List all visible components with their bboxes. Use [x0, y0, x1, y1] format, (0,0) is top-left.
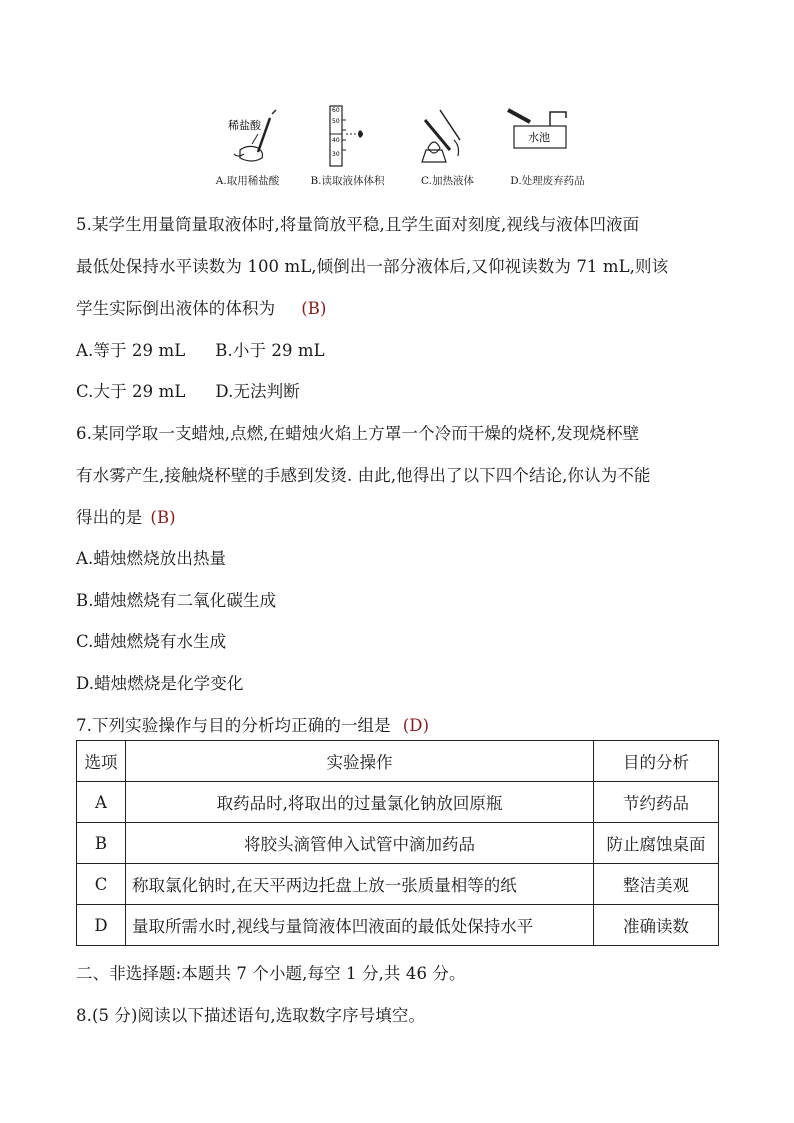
q7-stem-text: 7.下列实验操作与目的分析均正确的一组是 — [76, 716, 391, 735]
q7-table — [76, 740, 719, 946]
row-option: C — [77, 864, 126, 905]
q6-line2: 有水雾产生,接触烧杯壁的手感到发烫. 由此,他得出了以下四个结论,你认为不能 — [76, 466, 651, 485]
header-operation: 实验操作 — [126, 741, 594, 782]
figure-b-caption: B.读取液体体积 — [310, 175, 385, 187]
q5-option-b: B.小于 29 mL — [215, 341, 325, 360]
table-header-row — [77, 741, 719, 782]
figure-d-label: 水池 — [528, 131, 550, 144]
q5-line3 — [76, 295, 327, 319]
sink-disposal-illustration — [500, 100, 595, 170]
table-row — [77, 905, 719, 946]
row-operation: 取药品时,将取出的过量氯化钠放回原瓶 — [126, 782, 594, 823]
figure-c-caption: C.加热液体 — [421, 175, 474, 187]
q6-option-d: D.蜡烛燃烧是化学变化 — [76, 674, 244, 693]
q6-line3-text: 得出的是 — [76, 508, 143, 527]
figure-a-label: 稀盐酸 — [228, 119, 261, 132]
heating-test-tube-illustration — [400, 100, 495, 170]
row-option: A — [77, 782, 126, 823]
q5-options-row1 — [76, 337, 325, 361]
row-purpose: 节约药品 — [594, 782, 719, 823]
figure-b — [300, 100, 395, 192]
q5-option-a: A.等于 29 mL — [76, 341, 186, 360]
hand-pouring-acid-illustration — [200, 100, 295, 170]
svg-text:60: 60 — [332, 107, 340, 114]
q6-option-c: C.蜡烛燃烧有水生成 — [76, 632, 227, 651]
row-purpose: 整洁美观 — [594, 864, 719, 905]
q5-line3-text: 学生实际倒出液体的体积为 — [76, 299, 276, 318]
q5-line2: 最低处保持水平读数为 100 mL,倾倒出一部分液体后,又仰视读数为 71 mL,则该 — [76, 257, 669, 276]
q5-answer: (B) — [301, 299, 327, 318]
apparatus-figures — [200, 100, 600, 192]
q6-answer: (B) — [150, 508, 176, 527]
row-operation: 量取所需水时,视线与量筒液体凹液面的最低处保持水平 — [126, 905, 594, 946]
row-option: D — [77, 905, 126, 946]
q7-stem — [76, 712, 429, 736]
q5-line1: 5.某学生用量筒量取液体时,将量筒放平稳,且学生面对刻度,视线与液体凹液面 — [76, 215, 640, 234]
graduated-cylinder-illustration — [300, 100, 395, 170]
q5-option-c: C.大于 29 mL — [76, 382, 186, 401]
header-purpose: 目的分析 — [594, 741, 719, 782]
figure-d — [500, 100, 595, 192]
q5-options-row2 — [76, 378, 300, 402]
svg-text:30: 30 — [332, 151, 340, 158]
svg-text:50: 50 — [332, 118, 340, 125]
row-purpose: 防止腐蚀桌面 — [594, 823, 719, 864]
q7-answer: (D) — [402, 716, 430, 735]
q6-line1: 6.某同学取一支蜡烛,点燃,在蜡烛火焰上方罩一个冷而干燥的烧杯,发现烧杯壁 — [76, 424, 640, 443]
figure-c — [400, 100, 495, 192]
table-row — [77, 782, 719, 823]
row-operation: 称取氯化钠时,在天平两边托盘上放一张质量相等的纸 — [126, 864, 594, 905]
header-option: 选项 — [77, 741, 126, 782]
q6-option-a: A.蜡烛燃烧放出热量 — [76, 549, 227, 568]
figure-a — [200, 100, 295, 192]
figure-d-caption: D.处理废弃药品 — [510, 175, 585, 187]
row-purpose: 准确读数 — [594, 905, 719, 946]
table-row — [77, 823, 719, 864]
svg-text:40: 40 — [332, 137, 340, 144]
q6-option-b: B.蜡烛燃烧有二氧化碳生成 — [76, 591, 277, 610]
table-row — [77, 864, 719, 905]
row-option: B — [77, 823, 126, 864]
q8-stem: 8.(5 分)阅读以下描述语句,选取数字序号填空。 — [76, 1006, 426, 1025]
figure-a-caption: A.取用稀盐酸 — [215, 175, 280, 187]
section-2-heading: 二、非选择题:本题共 7 个小题,每空 1 分,共 46 分。 — [76, 964, 466, 983]
row-operation: 将胶头滴管伸入试管中滴加药品 — [126, 823, 594, 864]
q6-line3 — [76, 504, 176, 528]
q5-option-d: D.无法判断 — [215, 382, 300, 401]
